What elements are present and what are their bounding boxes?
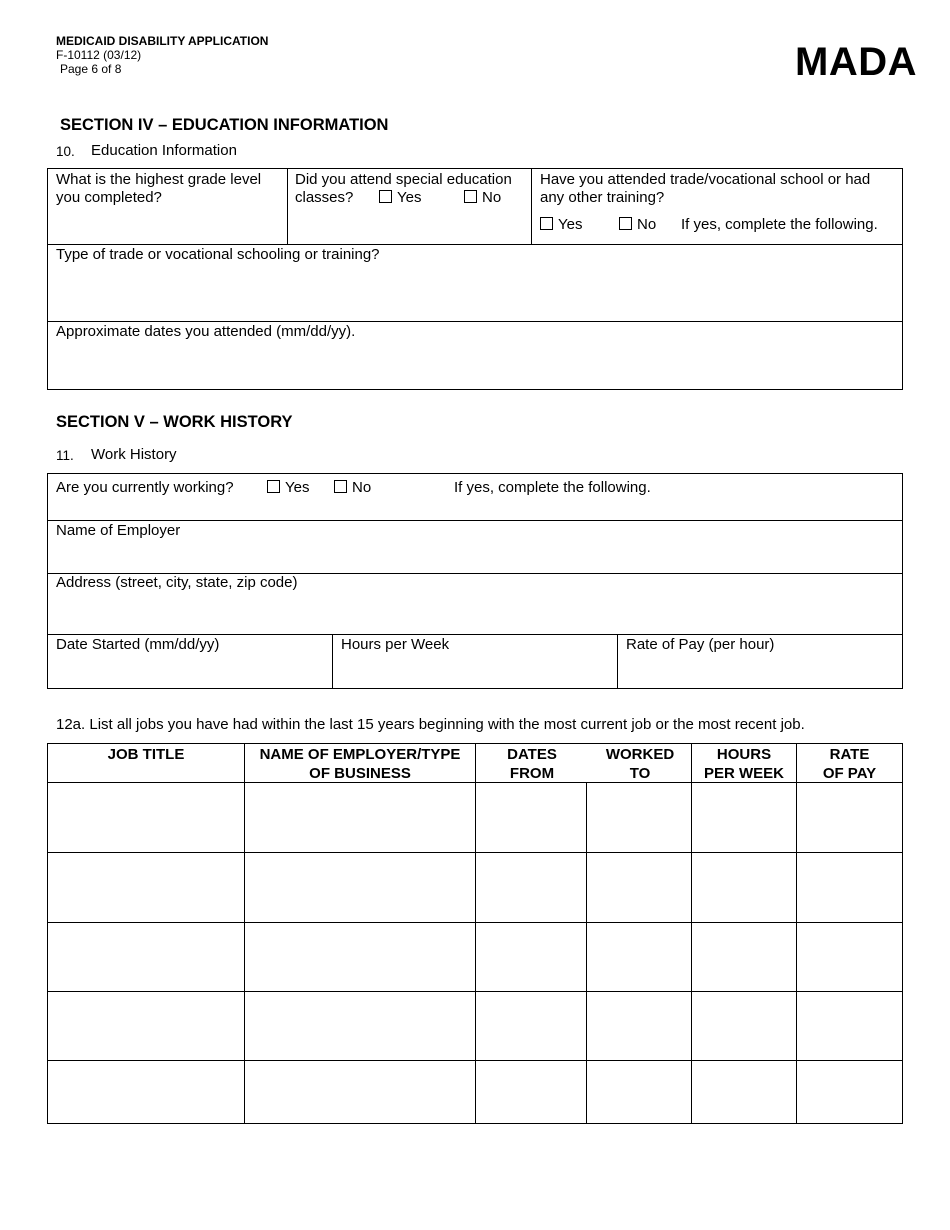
section-iv-heading: SECTION IV – EDUCATION INFORMATION: [60, 116, 389, 134]
page-number: Page 6 of 8: [60, 62, 122, 76]
special-ed-yes-checkbox[interactable]: [379, 190, 392, 203]
header-worked-line1: WORKED: [605, 746, 675, 763]
header-rate-line2: OF PAY: [822, 765, 877, 782]
q11-label: Work History: [91, 446, 177, 463]
header-employer-line1: NAME OF EMPLOYER/TYPE: [259, 746, 461, 763]
header-dates-line1: DATES: [507, 746, 557, 763]
header-rate: [797, 745, 902, 783]
job-row[interactable]: [48, 853, 902, 922]
trade-question: Have you attended trade/vocational school or had any other training?: [540, 171, 871, 206]
q10-label: Education Information: [91, 142, 237, 159]
jobs-table: [47, 743, 903, 1124]
special-ed-no-checkbox[interactable]: [464, 190, 477, 203]
employer-address-field[interactable]: Address (street, city, state, zip code): [56, 574, 298, 591]
date-started-field[interactable]: Date Started (mm/dd/yy): [56, 636, 220, 653]
job-row[interactable]: [48, 992, 902, 1060]
trade-yes-option[interactable]: [540, 216, 582, 234]
trade-yes-checkbox[interactable]: [540, 217, 553, 230]
header-employer: [245, 745, 475, 783]
header-hours-line1: HOURS: [716, 746, 772, 763]
trade-type-field[interactable]: Type of trade or vocational schooling or training?: [56, 246, 380, 263]
hours-per-week-field[interactable]: Hours per Week: [341, 636, 450, 653]
header-job-title: JOB TITLE: [107, 746, 185, 763]
working-if-yes-note: If yes, complete the following.: [454, 479, 651, 496]
special-ed-no-option[interactable]: [464, 189, 501, 207]
header-hours: [692, 745, 796, 783]
special-ed-yes-option[interactable]: [379, 189, 421, 207]
header-to-line2: TO: [629, 765, 651, 782]
trade-no-label: No: [637, 216, 657, 233]
rate-of-pay-field[interactable]: Rate of Pay (per hour): [626, 636, 775, 653]
working-no-checkbox[interactable]: [334, 480, 347, 493]
header-rate-line1: RATE: [829, 746, 870, 763]
form-title: MEDICAID DISABILITY APPLICATION: [56, 34, 269, 48]
header-hours-line2: PER WEEK: [703, 765, 784, 782]
special-ed-label: Did you attend special education classes?: [295, 171, 512, 206]
header-employer-line2: OF BUSINESS: [309, 765, 411, 782]
q10-number: 10.: [56, 144, 75, 159]
working-yes-option[interactable]: [267, 479, 309, 497]
section-v-heading: SECTION V – WORK HISTORY: [56, 413, 293, 431]
highest-grade-field[interactable]: What is the highest grade level you completed?: [56, 171, 262, 206]
working-yes-checkbox[interactable]: [267, 480, 280, 493]
dates-attended-field[interactable]: Approximate dates you attended (mm/dd/yy).: [56, 323, 356, 340]
job-row[interactable]: [48, 923, 902, 991]
working-no-option[interactable]: [334, 479, 371, 497]
trade-no-checkbox[interactable]: [619, 217, 632, 230]
job-row[interactable]: [48, 1061, 902, 1123]
trade-yes-label: Yes: [558, 216, 583, 233]
jobs-instruction: 12a. List all jobs you have had within the last 15 years beginning with the most current job or the most recent job.: [56, 716, 805, 733]
trade-if-yes-note: If yes, complete the following.: [681, 216, 878, 233]
employer-name-field[interactable]: Name of Employer: [56, 522, 181, 539]
currently-working-label: Are you currently working?: [56, 479, 234, 496]
mada-logo: MADA: [795, 40, 917, 84]
q11-number: 11.: [56, 448, 74, 463]
form-number: F-10112 (03/12): [56, 48, 142, 62]
work-history-table: [47, 473, 903, 689]
special-ed-no-label: No: [482, 189, 502, 206]
trade-no-option[interactable]: [619, 216, 656, 234]
working-yes-label: Yes: [285, 479, 310, 496]
education-table: [47, 168, 903, 390]
special-ed-yes-label: Yes: [397, 189, 422, 206]
working-no-label: No: [352, 479, 372, 496]
header-dates-from: [493, 745, 571, 783]
header-from-line2: FROM: [509, 765, 555, 782]
header-worked-to: [593, 745, 687, 783]
job-row[interactable]: [48, 783, 902, 852]
